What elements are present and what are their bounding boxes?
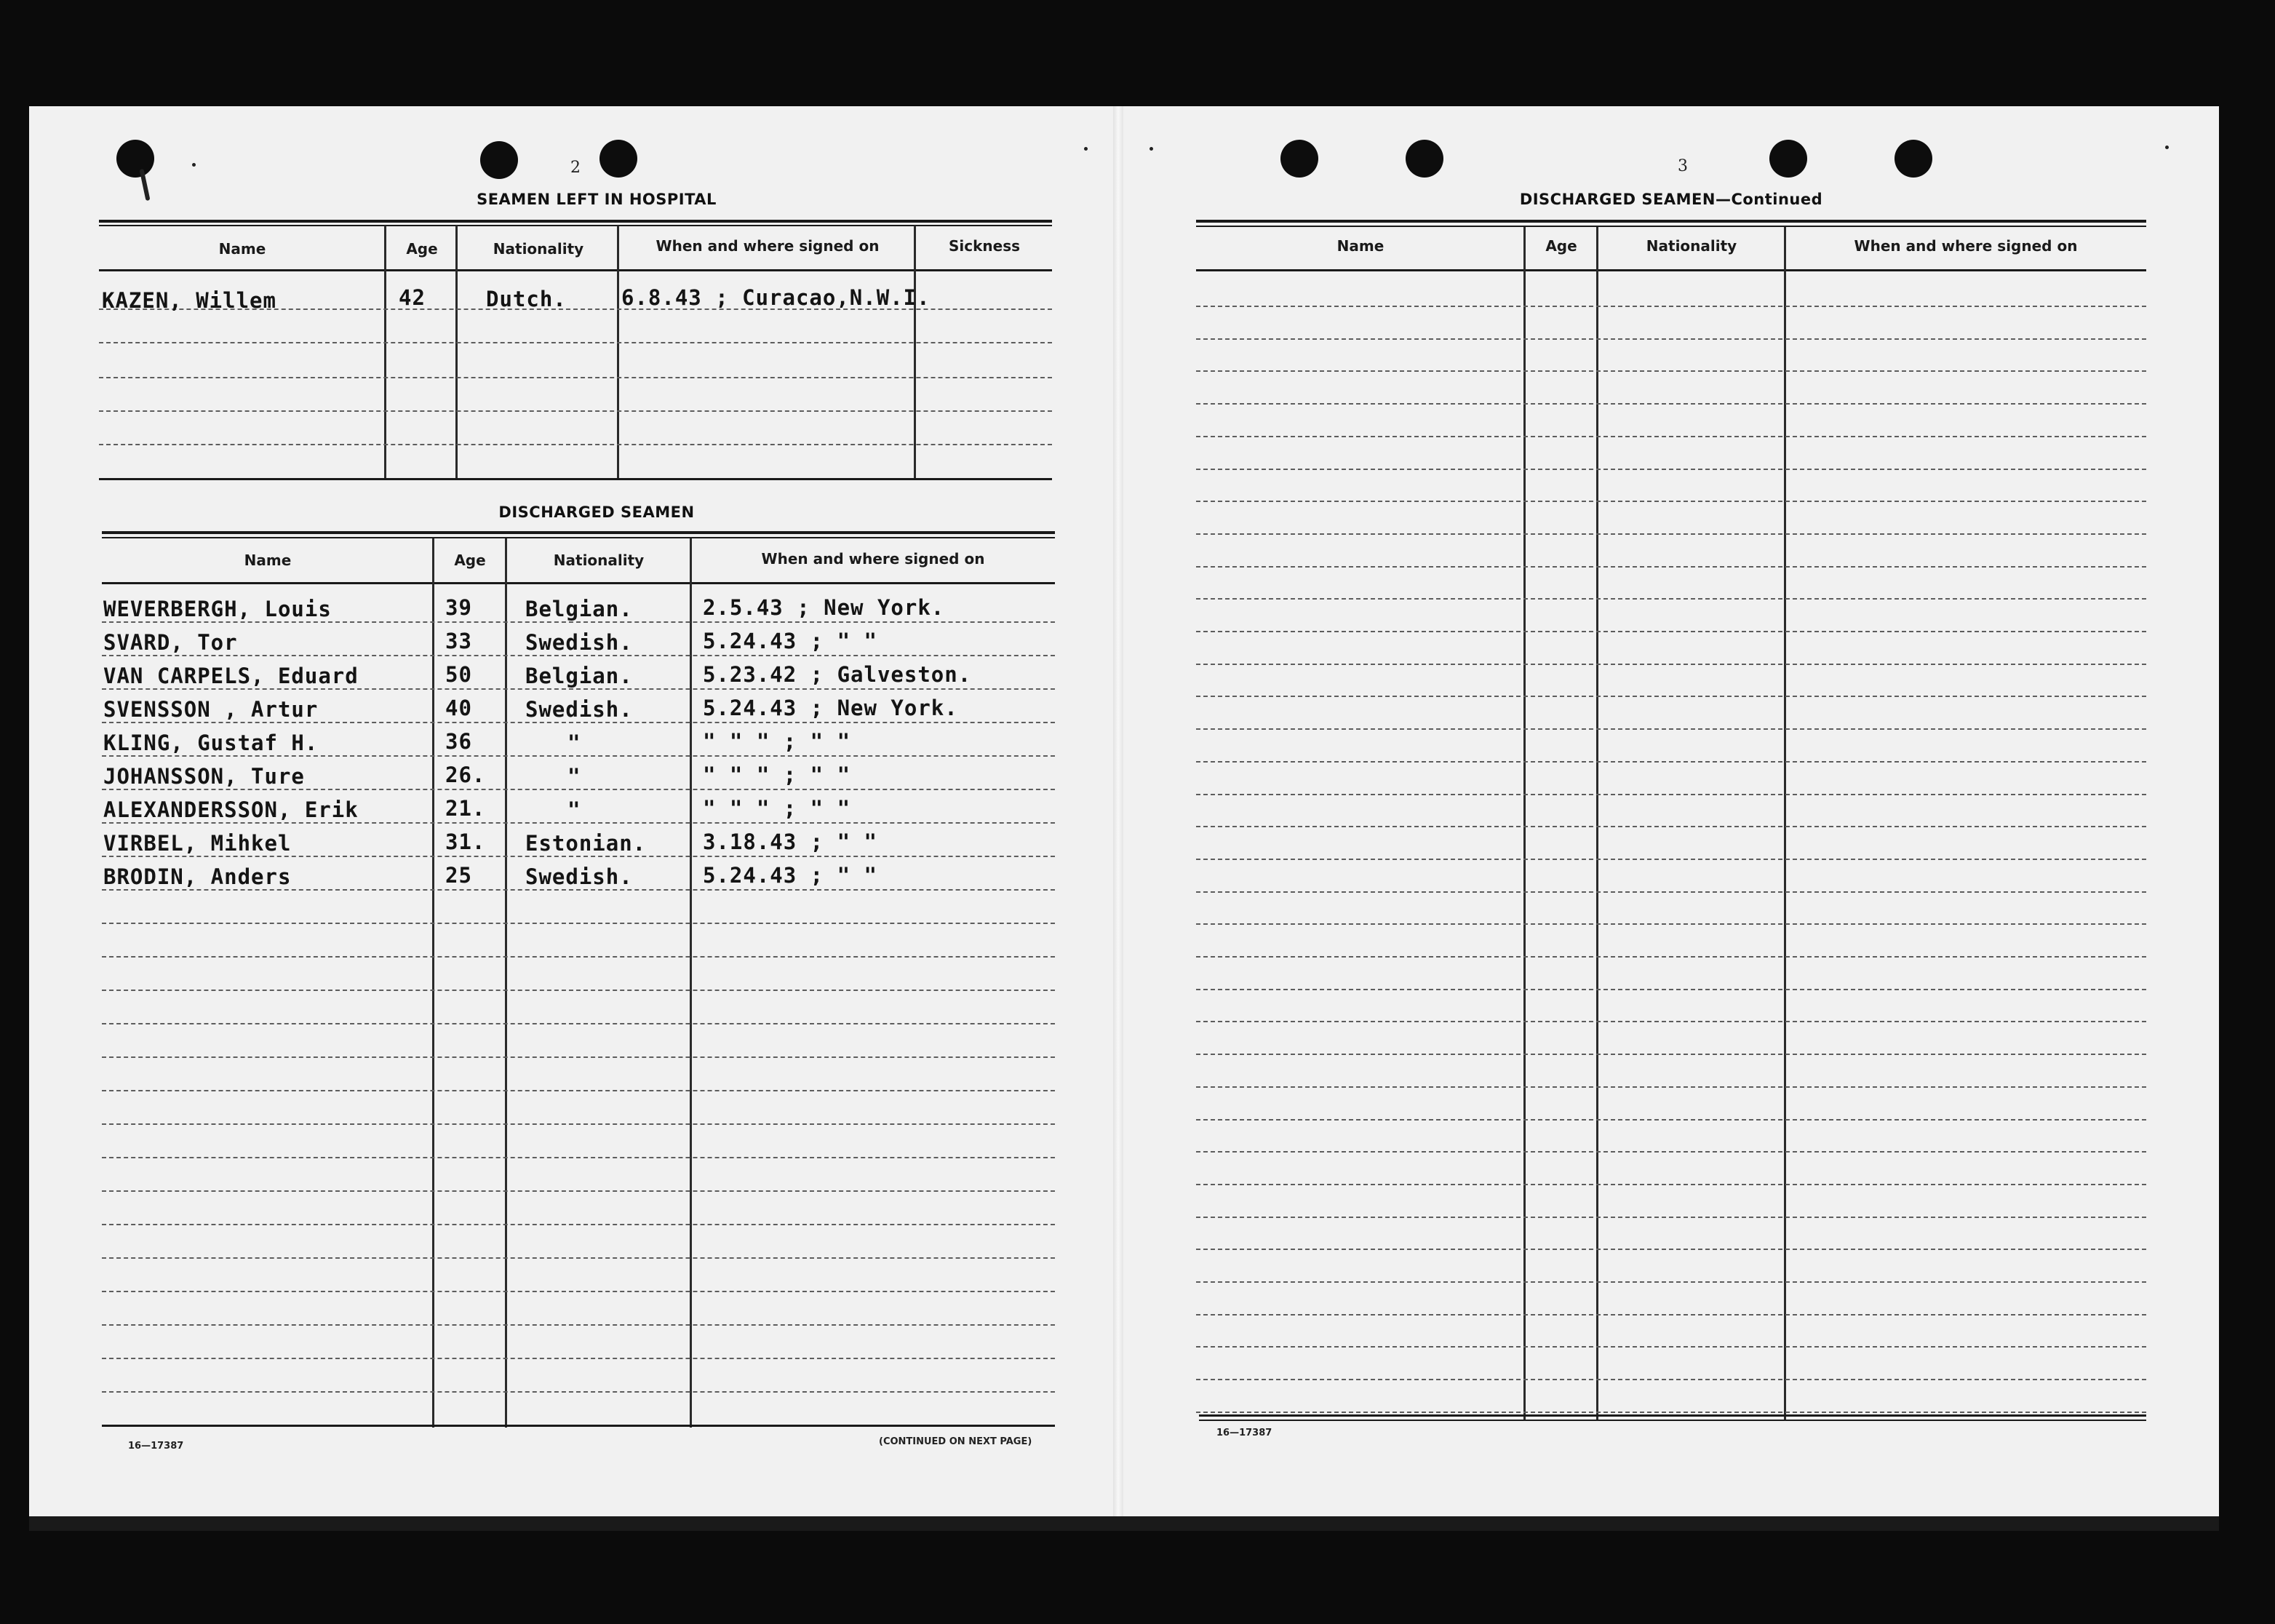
column-header-age: Age bbox=[454, 552, 486, 569]
seaman-name: JOHANSSON, Ture bbox=[103, 764, 305, 789]
punch-hole bbox=[1769, 140, 1807, 178]
seaman-age: 25 bbox=[445, 863, 472, 888]
row-line bbox=[1196, 1021, 2146, 1022]
column-divider bbox=[617, 226, 619, 480]
row-line bbox=[1196, 1086, 2146, 1088]
seaman-name: SVARD, Tor bbox=[103, 630, 238, 655]
seaman-age: 36 bbox=[445, 729, 472, 754]
seaman-nationality: Swedish. bbox=[525, 864, 633, 889]
row-line bbox=[102, 1157, 1055, 1158]
row-line bbox=[102, 1291, 1055, 1292]
row-line bbox=[1196, 1379, 2146, 1380]
hospital-section-title: SEAMEN LEFT IN HOSPITAL bbox=[477, 191, 717, 208]
seaman-nationality: Estonian. bbox=[525, 831, 647, 856]
row-line bbox=[1196, 728, 2146, 730]
row-line bbox=[102, 688, 1055, 690]
seaman-signed-on: " " " ; " " bbox=[703, 729, 851, 754]
punch-hole bbox=[1406, 140, 1443, 178]
row-line bbox=[1196, 1151, 2146, 1153]
row-line bbox=[102, 655, 1055, 656]
row-line bbox=[1196, 469, 2146, 470]
row-line bbox=[102, 822, 1055, 824]
column-divider bbox=[1784, 227, 1786, 1420]
row-line bbox=[1196, 436, 2146, 437]
seaman-nationality: " bbox=[567, 764, 581, 789]
column-divider bbox=[455, 226, 458, 480]
row-line bbox=[1196, 1281, 2146, 1283]
row-line bbox=[1196, 533, 2146, 535]
header-underline bbox=[1196, 269, 2146, 271]
row-line bbox=[1196, 956, 2146, 958]
row-line bbox=[99, 410, 1052, 412]
seaman-nationality: " bbox=[567, 731, 581, 755]
row-line bbox=[102, 1224, 1055, 1225]
column-header-age: Age bbox=[406, 240, 438, 258]
row-line bbox=[1196, 794, 2146, 795]
page-number: 2 bbox=[570, 159, 581, 177]
table-bottom-rule bbox=[99, 478, 1052, 480]
column-divider bbox=[432, 538, 434, 1428]
row-line bbox=[102, 1123, 1055, 1125]
column-divider bbox=[1596, 227, 1598, 1420]
hospital-age: 42 bbox=[399, 285, 426, 310]
row-line bbox=[102, 956, 1055, 958]
row-line bbox=[1196, 826, 2146, 827]
seaman-signed-on: 5.24.43 ; " " bbox=[703, 863, 877, 888]
seaman-age: 50 bbox=[445, 662, 472, 687]
table-top-rule bbox=[1196, 226, 2146, 227]
page-number: 3 bbox=[1678, 157, 1688, 175]
form-number: 16—17387 bbox=[1216, 1428, 1272, 1438]
row-line bbox=[1196, 1217, 2146, 1218]
seaman-name: WEVERBERGH, Louis bbox=[103, 597, 332, 621]
seaman-nationality: Belgian. bbox=[525, 597, 633, 621]
seaman-name: KLING, Gustaf H. bbox=[103, 731, 319, 755]
row-line bbox=[1196, 761, 2146, 763]
column-divider bbox=[690, 538, 692, 1428]
seaman-age: 40 bbox=[445, 696, 472, 720]
row-line bbox=[102, 1324, 1055, 1326]
seaman-name: VAN CARPELS, Eduard bbox=[103, 664, 359, 688]
seaman-age: 31. bbox=[445, 829, 486, 854]
column-header-name: Name bbox=[218, 240, 266, 258]
row-line bbox=[1196, 306, 2146, 307]
ink-speck bbox=[192, 163, 196, 167]
continued-note: (CONTINUED ON NEXT PAGE) bbox=[879, 1436, 1032, 1447]
row-line bbox=[1196, 1184, 2146, 1185]
table-top-rule bbox=[1196, 220, 2146, 223]
table-bottom-rule bbox=[102, 1425, 1055, 1427]
seaman-signed-on: " " " ; " " bbox=[703, 763, 851, 787]
row-line bbox=[1196, 859, 2146, 860]
row-line bbox=[1196, 891, 2146, 893]
table-top-rule bbox=[102, 531, 1055, 534]
row-line bbox=[1196, 1412, 2146, 1413]
scan-border bbox=[29, 1516, 2219, 1531]
seaman-signed-on: 5.24.43 ; New York. bbox=[703, 696, 958, 720]
row-line bbox=[1196, 403, 2146, 405]
row-line bbox=[102, 722, 1055, 723]
row-line bbox=[1196, 1054, 2146, 1055]
row-line bbox=[1196, 1314, 2146, 1315]
row-line bbox=[1196, 664, 2146, 665]
row-line bbox=[102, 990, 1055, 991]
row-line bbox=[1196, 598, 2146, 600]
row-line bbox=[102, 1056, 1055, 1058]
column-header-signed-on: When and where signed on bbox=[656, 237, 880, 255]
hospital-name: KAZEN, Willem bbox=[102, 288, 276, 313]
seaman-nationality: Swedish. bbox=[525, 697, 633, 722]
discharged-continued-title: DISCHARGED SEAMEN—Continued bbox=[1519, 191, 1823, 208]
column-header-nationality: Nationality bbox=[553, 552, 645, 569]
row-line bbox=[102, 1090, 1055, 1091]
column-header-nationality: Nationality bbox=[1646, 237, 1737, 255]
table-top-rule bbox=[99, 220, 1052, 223]
row-line bbox=[1196, 923, 2146, 925]
column-header-age: Age bbox=[1545, 237, 1577, 255]
column-header-nationality: Nationality bbox=[493, 240, 584, 258]
seaman-signed-on: 5.24.43 ; " " bbox=[703, 629, 877, 653]
seaman-name: SVENSSON , Artur bbox=[103, 697, 319, 722]
form-number: 16—17387 bbox=[128, 1441, 184, 1452]
row-line bbox=[102, 1190, 1055, 1192]
row-line bbox=[1196, 566, 2146, 568]
header-underline bbox=[102, 582, 1055, 584]
punch-hole bbox=[1894, 140, 1932, 178]
seaman-age: 33 bbox=[445, 629, 472, 653]
page-fold bbox=[1113, 106, 1123, 1516]
seaman-name: BRODIN, Anders bbox=[103, 864, 292, 889]
row-line bbox=[102, 789, 1055, 790]
punch-hole bbox=[1280, 140, 1318, 178]
row-line bbox=[99, 444, 1052, 445]
row-line bbox=[1196, 1249, 2146, 1250]
row-line bbox=[1196, 631, 2146, 632]
column-divider bbox=[384, 226, 386, 480]
column-header-name: Name bbox=[244, 552, 292, 569]
seaman-age: 39 bbox=[445, 595, 472, 620]
punch-hole bbox=[599, 140, 637, 178]
column-header-signed-on: When and where signed on bbox=[1854, 237, 2078, 255]
row-line bbox=[102, 621, 1055, 623]
row-line bbox=[99, 342, 1052, 343]
row-line bbox=[1196, 501, 2146, 502]
column-header-name: Name bbox=[1336, 237, 1384, 255]
row-line bbox=[102, 856, 1055, 857]
punch-hole bbox=[480, 141, 518, 179]
column-divider bbox=[505, 538, 507, 1428]
table-bottom-rule bbox=[1199, 1414, 2146, 1417]
column-header-sickness: Sickness bbox=[948, 237, 1021, 255]
row-line bbox=[1196, 338, 2146, 340]
seaman-nationality: Belgian. bbox=[525, 664, 633, 688]
row-line bbox=[1196, 1119, 2146, 1121]
ink-speck bbox=[1084, 147, 1088, 151]
punch-hole bbox=[116, 140, 154, 178]
column-divider bbox=[914, 226, 916, 480]
seaman-signed-on: 5.23.42 ; Galveston. bbox=[703, 662, 972, 687]
seaman-age: 26. bbox=[445, 763, 486, 787]
row-line bbox=[102, 1358, 1055, 1359]
seaman-signed-on: 2.5.43 ; New York. bbox=[703, 595, 945, 620]
discharged-section-title: DISCHARGED SEAMEN bbox=[498, 503, 695, 521]
table-bottom-rule bbox=[1199, 1420, 2146, 1421]
seaman-signed-on: 3.18.43 ; " " bbox=[703, 829, 877, 854]
row-line bbox=[102, 1023, 1055, 1024]
table-top-rule bbox=[102, 537, 1055, 538]
hospital-nationality: Dutch. bbox=[486, 287, 567, 311]
row-line bbox=[102, 923, 1055, 924]
ink-speck bbox=[2165, 146, 2169, 149]
seaman-age: 21. bbox=[445, 796, 486, 821]
row-line bbox=[1196, 989, 2146, 990]
row-line bbox=[102, 889, 1055, 891]
row-line bbox=[102, 1257, 1055, 1259]
table-top-rule bbox=[99, 225, 1052, 226]
column-divider bbox=[1523, 227, 1526, 1420]
row-line bbox=[1196, 370, 2146, 372]
row-line bbox=[102, 1391, 1055, 1393]
seaman-nationality: Swedish. bbox=[525, 630, 633, 655]
row-line bbox=[1196, 696, 2146, 697]
seaman-nationality: " bbox=[567, 797, 581, 822]
row-line bbox=[1196, 1346, 2146, 1348]
header-underline bbox=[99, 269, 1052, 271]
seaman-name: ALEXANDERSSON, Erik bbox=[103, 797, 359, 822]
seaman-name: VIRBEL, Mihkel bbox=[103, 831, 292, 856]
seaman-signed-on: " " " ; " " bbox=[703, 796, 851, 821]
hospital-signed-on: 6.8.43 ; Curacao,N.W.I. bbox=[621, 285, 931, 310]
column-header-signed-on: When and where signed on bbox=[761, 550, 985, 568]
ink-speck bbox=[1150, 147, 1153, 151]
row-line bbox=[99, 377, 1052, 378]
row-line bbox=[102, 755, 1055, 757]
